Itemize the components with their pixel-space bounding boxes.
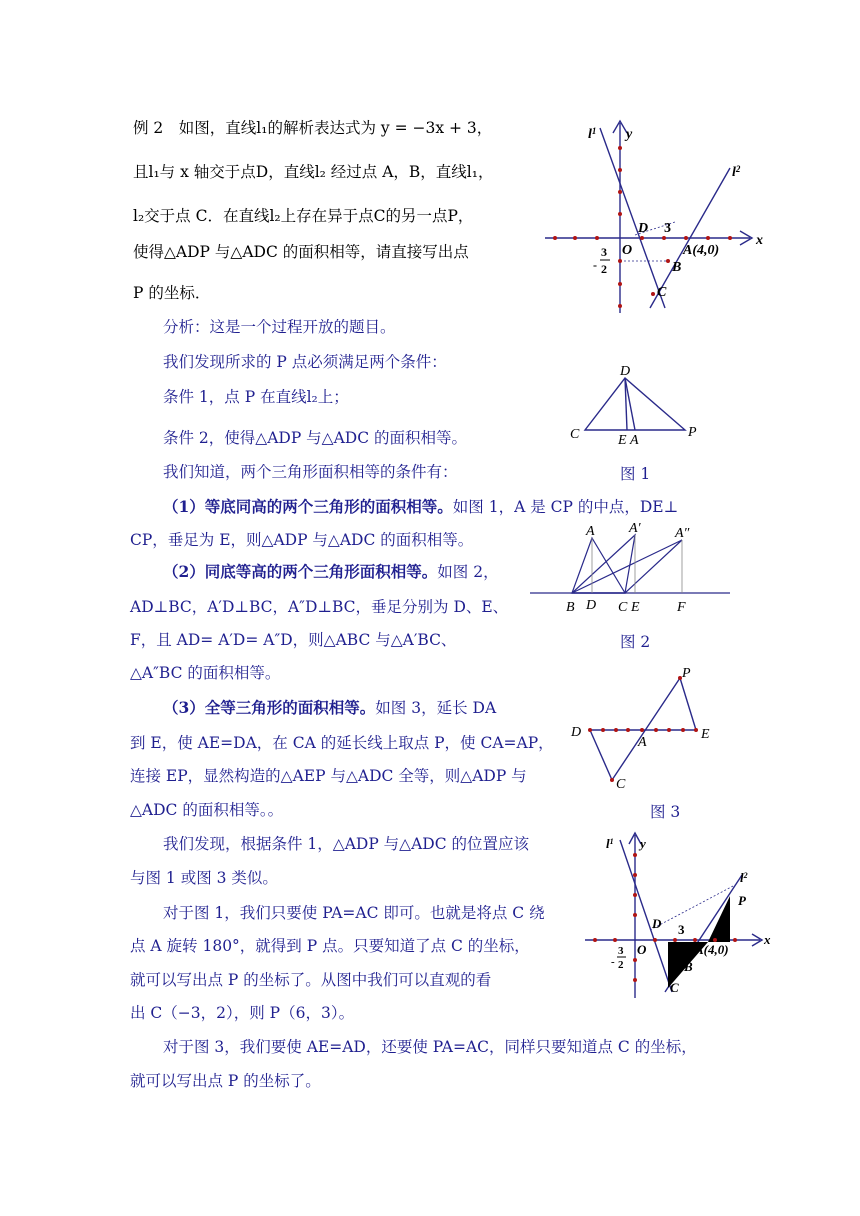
case2-line-2: AD⊥BC，A′D⊥BC，A″D⊥BC，垂足分别为 D、E、 [130,598,509,616]
shaded-triangle-adp [708,896,730,942]
graph-b-label: B [672,260,682,275]
example-line-4: 使得△ADP 与△ADC 的面积相等，请直接写出点 [133,243,469,261]
fig2-a-label: A [586,524,595,539]
case1-bold: （1）等底同高的两个三角形的面积相等。 [163,497,453,516]
graph2-c-label: C [670,980,679,995]
graph2-frac-den: 2 [618,959,624,971]
case3-line-2: 到 E，使 AE=DA，在 CA 的延长线上取点 P，使 CA=AP， [130,734,554,752]
graph-neg-sign: - [593,258,597,272]
example-line-3: l₂交于点 C．在直线l₂上存在异于点C的另一点P， [133,207,474,225]
graph-l1-label: $l^1$ [588,126,597,142]
graph2-l1-label: $l^1$ [606,836,614,851]
graph-y-label: y [626,127,633,142]
figure-1 [565,362,705,448]
graph-c-label: C [657,285,667,300]
analysis-cond2: 条件 2，使得△ADP 与△ADC 的面积相等。 [163,429,468,447]
case1-line-1 [163,497,678,517]
fig1-p-label: P [688,425,697,440]
example-line-2: 且l₁与 x 轴交于点D，直线l₂ 经过点 A，B，直线l₁， [133,163,494,181]
conclusion-p3b: 就可以写出点 P 的坐标了。 [130,1072,321,1090]
graph-x-label: x [756,233,763,248]
graph-origin-label: O [622,243,633,258]
graph2-a-label: A(4,0) [695,942,729,957]
figure-3 [568,668,718,793]
fig2-a1-label: A′ [629,521,641,536]
graph-l2-label: $l^2$ [732,164,741,180]
analysis-intro: 分析：这是一个过程开放的题目。 [163,318,396,336]
case2-line-3: F，且 AD= A′D= A″D，则△ABC 与△A′BC、 [130,631,457,649]
fig2-c-label: C [618,600,628,615]
example-line-1: 例 2 如图，直线l₁的解析表达式为 y = −3x + 3， [133,119,493,137]
coordinate-graph-bottom [580,830,780,1000]
fig2-a2-label: A″ [675,526,690,541]
case2-rest: 如图 2， [437,563,499,581]
graph2-x-label: x [764,932,771,947]
conclusion-p2a: 对于图 1，我们只要使 PA=AC 即可。也就是将点 C 绕 [163,904,545,922]
fig1-e-label: E [618,433,627,448]
case1-rest: 如图 1，A 是 CP 的中点，DE⊥ [452,498,679,516]
case3-line-3: 连接 EP，显然构造的△AEP 与△ADC 全等，则△ADP 与 [130,767,527,785]
fig2-d-label: D [586,598,597,613]
graph-three-label: 3 [664,221,671,236]
graph2-p-label: P [738,893,746,908]
fig2-b-label: B [566,600,575,615]
analysis-found: 我们发现所求的 P 点必须满足两个条件： [163,353,447,371]
conclusion-p2b: 点 A 旋转 180°，就得到 P 点。只要知道了点 C 的坐标， [130,937,530,955]
conclusion-p2d: 出 C（−3，2），则 P（6，3）。 [130,1004,355,1022]
case1-line-2: CP，垂足为 E，则△ADP 与△ADC 的面积相等。 [130,531,474,549]
case2-line-1 [163,562,499,582]
case3-line-4: △ADC 的面积相等。。 [130,801,284,819]
case3-bold: （3）全等三角形的面积相等。 [163,698,376,717]
example-line-5: P 的坐标． [133,284,211,302]
graph2-origin-label: O [637,942,647,957]
conclusion-p2c: 就可以写出点 P 的坐标了。从图中我们可以直观的看 [130,971,492,989]
graph2-d-label: D [652,916,662,931]
fig3-caption: 图 3 [650,803,681,821]
graph2-l2-label: $l^2$ [740,870,748,885]
fig1-caption: 图 1 [620,465,651,483]
graph-frac-num: 3 [601,245,607,259]
conclusion-p1b: 与图 1 或图 3 类似。 [130,869,278,887]
fig3-e-label: E [701,727,710,742]
graph2-three-label: 3 [678,922,685,937]
fig3-c-label: C [616,777,626,792]
fig1-d-label: D [620,364,631,379]
graph-d-label: D [638,221,649,236]
figure-2 [525,518,735,613]
graph-a-label: A(4,0) [683,243,720,258]
conclusion-p1a: 我们发现，根据条件 1，△ADP 与△ADC 的位置应该 [163,835,530,853]
fig2-e-label: E [631,600,640,615]
fig2-caption: 图 2 [620,633,651,651]
fig3-d-label: D [571,725,582,740]
case2-bold: （2）同底等高的两个三角形面积相等。 [163,562,438,581]
graph-frac-den: 2 [601,262,607,276]
conclusion-p3a: 对于图 3，我们要使 AE=AD，还要使 PA=AC，同样只要知道点 C 的坐标， [163,1038,697,1056]
graph2-neg-sign: - [611,956,615,968]
graph2-frac-num: 3 [618,945,624,957]
case2-line-4: △A″BC 的面积相等。 [130,664,281,682]
graph2-b-label: B [684,959,693,974]
case3-line-1 [163,698,496,718]
fig3-p-label: P [682,666,691,681]
case3-rest: 如图 3，延长 DA [375,699,497,717]
fig1-a-label: A [630,433,639,448]
fig2-f-label: F [677,600,686,615]
fig3-a-label: A [638,735,647,750]
fig1-c-label: C [570,427,580,442]
coordinate-graph-top [540,118,780,318]
analysis-cond1: 条件 1，点 P 在直线l₂上； [163,388,349,406]
analysis-know: 我们知道，两个三角形面积相等的条件有： [163,463,458,481]
graph2-y-label: y [640,836,646,851]
